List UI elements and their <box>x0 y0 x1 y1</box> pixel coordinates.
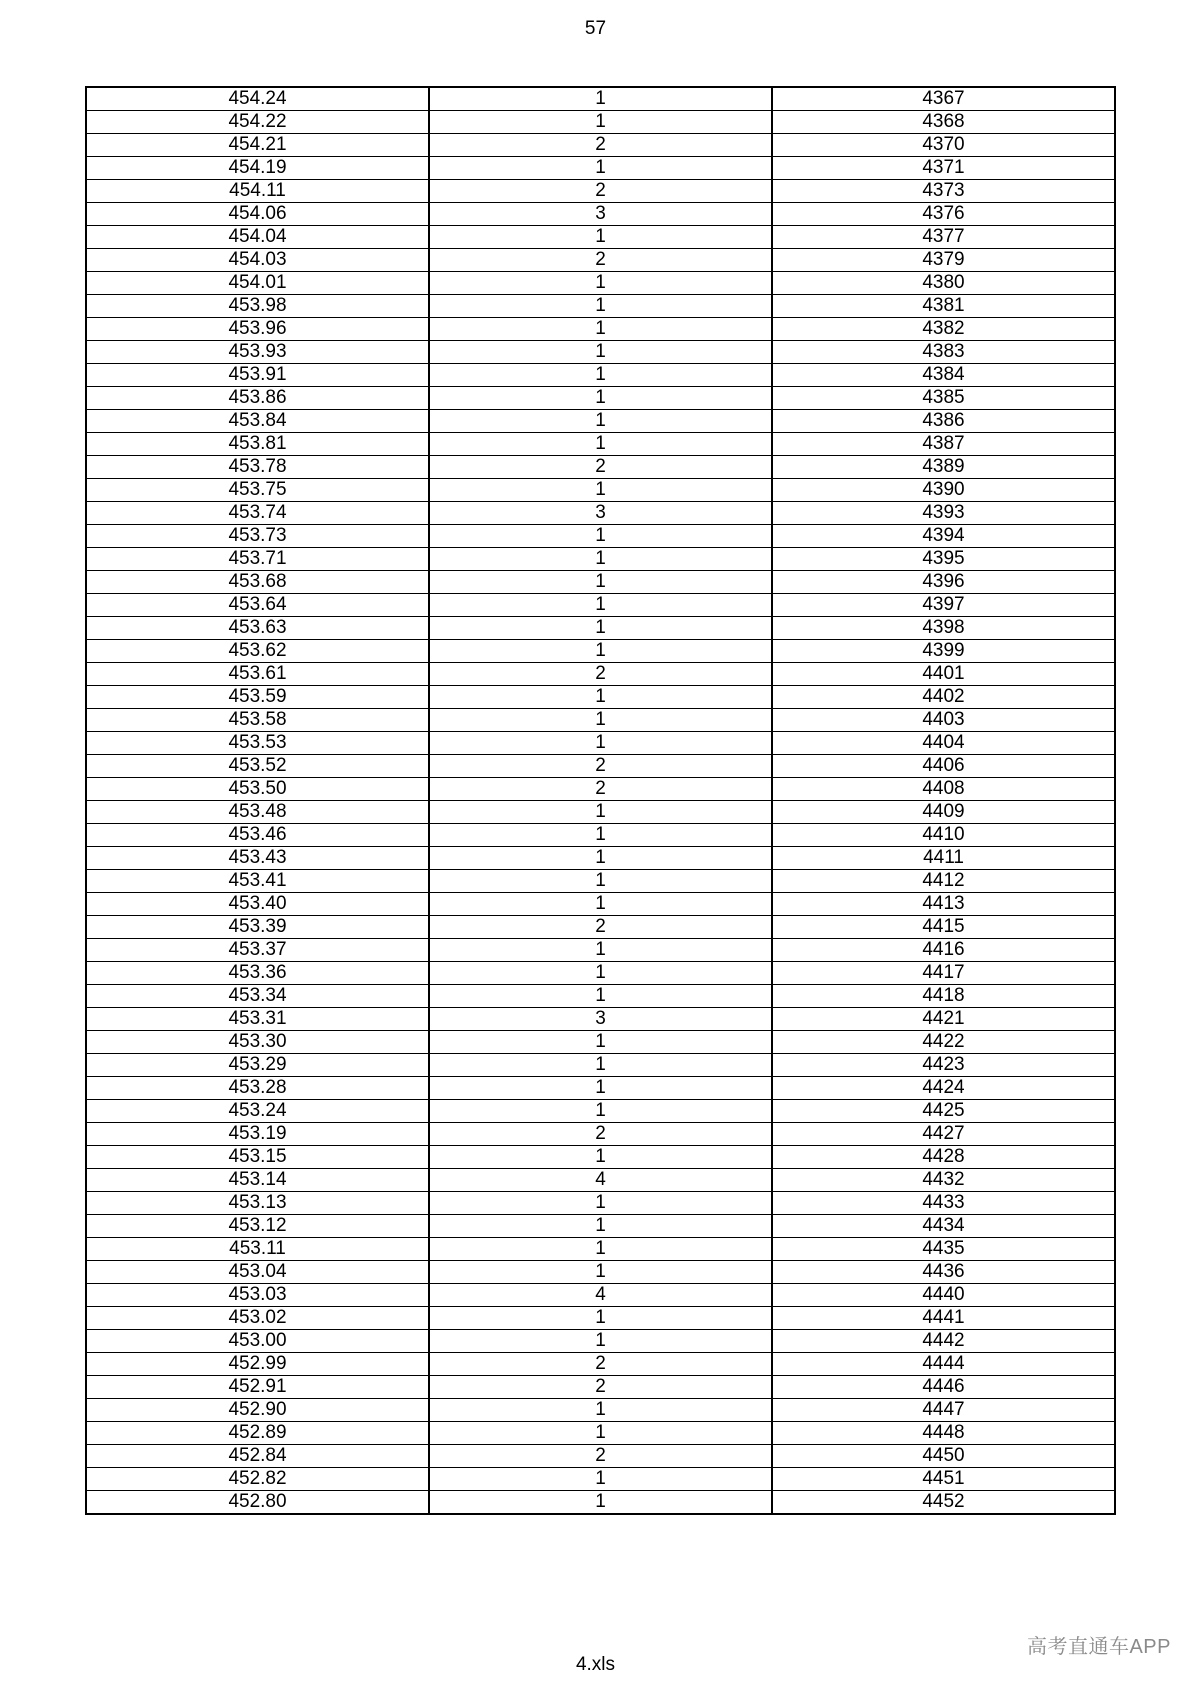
count-cell: 1 <box>429 1491 772 1515</box>
cumulative-cell: 4397 <box>772 594 1115 617</box>
cumulative-cell: 4421 <box>772 1008 1115 1031</box>
cumulative-cell: 4452 <box>772 1491 1115 1515</box>
count-cell: 1 <box>429 1054 772 1077</box>
score-cell: 453.34 <box>86 985 429 1008</box>
table-row <box>86 249 1115 272</box>
score-cell: 453.13 <box>86 1192 429 1215</box>
cumulative-cell: 4393 <box>772 502 1115 525</box>
count-cell: 1 <box>429 962 772 985</box>
cumulative-cell: 4373 <box>772 180 1115 203</box>
table-row <box>86 226 1115 249</box>
score-cell: 452.89 <box>86 1422 429 1445</box>
score-cell: 453.74 <box>86 502 429 525</box>
table-row <box>86 985 1115 1008</box>
score-cell: 453.68 <box>86 571 429 594</box>
score-cell: 454.19 <box>86 157 429 180</box>
score-cell: 454.11 <box>86 180 429 203</box>
score-cell: 454.04 <box>86 226 429 249</box>
table-row <box>86 962 1115 985</box>
count-cell: 1 <box>429 824 772 847</box>
count-cell: 1 <box>429 1146 772 1169</box>
count-cell: 2 <box>429 1353 772 1376</box>
count-cell: 1 <box>429 870 772 893</box>
score-cell: 453.03 <box>86 1284 429 1307</box>
count-cell: 1 <box>429 1192 772 1215</box>
table-row <box>86 1284 1115 1307</box>
count-cell: 2 <box>429 663 772 686</box>
cumulative-cell: 4380 <box>772 272 1115 295</box>
score-table <box>85 86 1116 1515</box>
table-row <box>86 1353 1115 1376</box>
score-cell: 452.82 <box>86 1468 429 1491</box>
cumulative-cell: 4408 <box>772 778 1115 801</box>
score-cell: 454.24 <box>86 87 429 111</box>
score-cell: 453.81 <box>86 433 429 456</box>
count-cell: 1 <box>429 847 772 870</box>
count-cell: 1 <box>429 295 772 318</box>
count-cell: 2 <box>429 1123 772 1146</box>
table-row <box>86 1422 1115 1445</box>
table-row <box>86 1330 1115 1353</box>
table-row <box>86 1215 1115 1238</box>
cumulative-cell: 4386 <box>772 410 1115 433</box>
cumulative-cell: 4383 <box>772 341 1115 364</box>
cumulative-cell: 4379 <box>772 249 1115 272</box>
cumulative-cell: 4406 <box>772 755 1115 778</box>
cumulative-cell: 4436 <box>772 1261 1115 1284</box>
cumulative-cell: 4432 <box>772 1169 1115 1192</box>
score-cell: 453.24 <box>86 1100 429 1123</box>
table-row <box>86 1100 1115 1123</box>
score-cell: 453.78 <box>86 456 429 479</box>
cumulative-cell: 4409 <box>772 801 1115 824</box>
count-cell: 1 <box>429 111 772 134</box>
score-cell: 453.28 <box>86 1077 429 1100</box>
table-row <box>86 1008 1115 1031</box>
count-cell: 1 <box>429 1238 772 1261</box>
count-cell: 1 <box>429 732 772 755</box>
score-cell: 453.64 <box>86 594 429 617</box>
score-cell: 453.04 <box>86 1261 429 1284</box>
score-cell: 453.14 <box>86 1169 429 1192</box>
table-row <box>86 295 1115 318</box>
score-cell: 453.41 <box>86 870 429 893</box>
score-cell: 454.21 <box>86 134 429 157</box>
table-row <box>86 387 1115 410</box>
cumulative-cell: 4395 <box>772 548 1115 571</box>
count-cell: 2 <box>429 916 772 939</box>
count-cell: 1 <box>429 387 772 410</box>
score-cell: 453.48 <box>86 801 429 824</box>
cumulative-cell: 4390 <box>772 479 1115 502</box>
table-row <box>86 433 1115 456</box>
cumulative-cell: 4387 <box>772 433 1115 456</box>
count-cell: 1 <box>429 1468 772 1491</box>
count-cell: 1 <box>429 318 772 341</box>
score-cell: 453.19 <box>86 1123 429 1146</box>
score-cell: 453.40 <box>86 893 429 916</box>
score-cell: 453.93 <box>86 341 429 364</box>
score-cell: 453.46 <box>86 824 429 847</box>
page-number: 57 <box>584 18 607 39</box>
score-cell: 453.61 <box>86 663 429 686</box>
table-row <box>86 1031 1115 1054</box>
table-row <box>86 410 1115 433</box>
cumulative-cell: 4410 <box>772 824 1115 847</box>
count-cell: 1 <box>429 939 772 962</box>
count-cell: 3 <box>429 502 772 525</box>
table-row <box>86 640 1115 663</box>
score-cell: 453.86 <box>86 387 429 410</box>
cumulative-cell: 4444 <box>772 1353 1115 1376</box>
cumulative-cell: 4435 <box>772 1238 1115 1261</box>
cumulative-cell: 4422 <box>772 1031 1115 1054</box>
score-cell: 453.02 <box>86 1307 429 1330</box>
watermark: 高考直通车APP <box>1026 1636 1171 1658</box>
score-cell: 452.90 <box>86 1399 429 1422</box>
cumulative-cell: 4425 <box>772 1100 1115 1123</box>
count-cell: 3 <box>429 203 772 226</box>
score-cell: 453.31 <box>86 1008 429 1031</box>
cumulative-cell: 4399 <box>772 640 1115 663</box>
score-cell: 453.12 <box>86 1215 429 1238</box>
table-row <box>86 1376 1115 1399</box>
table-row <box>86 1261 1115 1284</box>
table-row <box>86 180 1115 203</box>
score-cell: 453.73 <box>86 525 429 548</box>
cumulative-cell: 4423 <box>772 1054 1115 1077</box>
cumulative-cell: 4441 <box>772 1307 1115 1330</box>
cumulative-cell: 4417 <box>772 962 1115 985</box>
table-row <box>86 479 1115 502</box>
table-row <box>86 1077 1115 1100</box>
count-cell: 1 <box>429 1261 772 1284</box>
count-cell: 2 <box>429 1376 772 1399</box>
table-row <box>86 1468 1115 1491</box>
cumulative-cell: 4448 <box>772 1422 1115 1445</box>
count-cell: 1 <box>429 893 772 916</box>
cumulative-cell: 4428 <box>772 1146 1115 1169</box>
count-cell: 1 <box>429 1307 772 1330</box>
table-row <box>86 341 1115 364</box>
table-row <box>86 1399 1115 1422</box>
count-cell: 1 <box>429 1399 772 1422</box>
score-cell: 453.30 <box>86 1031 429 1054</box>
count-cell: 1 <box>429 87 772 111</box>
count-cell: 1 <box>429 594 772 617</box>
count-cell: 1 <box>429 801 772 824</box>
table-row <box>86 203 1115 226</box>
cumulative-cell: 4401 <box>772 663 1115 686</box>
cumulative-cell: 4447 <box>772 1399 1115 1422</box>
cumulative-cell: 4416 <box>772 939 1115 962</box>
score-cell: 452.91 <box>86 1376 429 1399</box>
count-cell: 1 <box>429 433 772 456</box>
count-cell: 1 <box>429 479 772 502</box>
table-row <box>86 502 1115 525</box>
table-row <box>86 617 1115 640</box>
score-cell: 453.29 <box>86 1054 429 1077</box>
score-cell: 453.96 <box>86 318 429 341</box>
cumulative-cell: 4381 <box>772 295 1115 318</box>
count-cell: 2 <box>429 778 772 801</box>
cumulative-cell: 4384 <box>772 364 1115 387</box>
count-cell: 1 <box>429 1100 772 1123</box>
count-cell: 2 <box>429 456 772 479</box>
count-cell: 1 <box>429 686 772 709</box>
count-cell: 1 <box>429 1077 772 1100</box>
table-row <box>86 1491 1115 1515</box>
score-cell: 453.91 <box>86 364 429 387</box>
table-row <box>86 893 1115 916</box>
cumulative-cell: 4434 <box>772 1215 1115 1238</box>
score-cell: 453.11 <box>86 1238 429 1261</box>
score-cell: 453.59 <box>86 686 429 709</box>
cumulative-cell: 4404 <box>772 732 1115 755</box>
score-cell: 453.15 <box>86 1146 429 1169</box>
cumulative-cell: 4368 <box>772 111 1115 134</box>
cumulative-cell: 4412 <box>772 870 1115 893</box>
count-cell: 1 <box>429 410 772 433</box>
table-row <box>86 525 1115 548</box>
table-row <box>86 939 1115 962</box>
score-cell: 453.75 <box>86 479 429 502</box>
score-cell: 453.53 <box>86 732 429 755</box>
cumulative-cell: 4371 <box>772 157 1115 180</box>
table-row <box>86 318 1115 341</box>
table-row <box>86 870 1115 893</box>
score-cell: 454.22 <box>86 111 429 134</box>
table-row <box>86 709 1115 732</box>
table-row <box>86 755 1115 778</box>
cumulative-cell: 4433 <box>772 1192 1115 1215</box>
score-cell: 453.43 <box>86 847 429 870</box>
score-cell: 453.98 <box>86 295 429 318</box>
table-row <box>86 824 1115 847</box>
score-cell: 453.36 <box>86 962 429 985</box>
table-row <box>86 571 1115 594</box>
table-row <box>86 456 1115 479</box>
score-cell: 453.84 <box>86 410 429 433</box>
table-row <box>86 1054 1115 1077</box>
cumulative-cell: 4396 <box>772 571 1115 594</box>
score-cell: 453.37 <box>86 939 429 962</box>
table-row <box>86 1445 1115 1468</box>
score-cell: 452.84 <box>86 1445 429 1468</box>
count-cell: 1 <box>429 985 772 1008</box>
score-cell: 453.71 <box>86 548 429 571</box>
count-cell: 3 <box>429 1008 772 1031</box>
table-row <box>86 134 1115 157</box>
table-row <box>86 1146 1115 1169</box>
table-row <box>86 1123 1115 1146</box>
table-row <box>86 801 1115 824</box>
count-cell: 1 <box>429 226 772 249</box>
table-row <box>86 1192 1115 1215</box>
score-cell: 454.03 <box>86 249 429 272</box>
count-cell: 1 <box>429 571 772 594</box>
cumulative-cell: 4382 <box>772 318 1115 341</box>
cumulative-cell: 4415 <box>772 916 1115 939</box>
count-cell: 4 <box>429 1284 772 1307</box>
cumulative-cell: 4418 <box>772 985 1115 1008</box>
footer-filename: 4.xls <box>575 1654 616 1675</box>
score-cell: 453.63 <box>86 617 429 640</box>
count-cell: 1 <box>429 1330 772 1353</box>
count-cell: 1 <box>429 709 772 732</box>
table-row <box>86 548 1115 571</box>
cumulative-cell: 4394 <box>772 525 1115 548</box>
cumulative-cell: 4370 <box>772 134 1115 157</box>
score-cell: 453.39 <box>86 916 429 939</box>
table-row <box>86 272 1115 295</box>
table-row <box>86 847 1115 870</box>
cumulative-cell: 4367 <box>772 87 1115 111</box>
score-cell: 453.00 <box>86 1330 429 1353</box>
cumulative-cell: 4385 <box>772 387 1115 410</box>
score-cell: 453.62 <box>86 640 429 663</box>
count-cell: 1 <box>429 640 772 663</box>
count-cell: 1 <box>429 272 772 295</box>
table-row <box>86 732 1115 755</box>
count-cell: 1 <box>429 364 772 387</box>
count-cell: 1 <box>429 525 772 548</box>
cumulative-cell: 4446 <box>772 1376 1115 1399</box>
cumulative-cell: 4442 <box>772 1330 1115 1353</box>
cumulative-cell: 4398 <box>772 617 1115 640</box>
cumulative-cell: 4389 <box>772 456 1115 479</box>
cumulative-cell: 4403 <box>772 709 1115 732</box>
cumulative-cell: 4424 <box>772 1077 1115 1100</box>
table-row <box>86 594 1115 617</box>
count-cell: 4 <box>429 1169 772 1192</box>
count-cell: 2 <box>429 134 772 157</box>
table-row <box>86 663 1115 686</box>
count-cell: 2 <box>429 180 772 203</box>
cumulative-cell: 4402 <box>772 686 1115 709</box>
score-cell: 452.80 <box>86 1491 429 1515</box>
table-row <box>86 111 1115 134</box>
score-cell: 453.52 <box>86 755 429 778</box>
score-cell: 453.50 <box>86 778 429 801</box>
count-cell: 2 <box>429 755 772 778</box>
cumulative-cell: 4451 <box>772 1468 1115 1491</box>
count-cell: 1 <box>429 1031 772 1054</box>
table-row <box>86 1238 1115 1261</box>
count-cell: 1 <box>429 1215 772 1238</box>
count-cell: 1 <box>429 1422 772 1445</box>
count-cell: 2 <box>429 1445 772 1468</box>
count-cell: 1 <box>429 157 772 180</box>
count-cell: 1 <box>429 548 772 571</box>
cumulative-cell: 4440 <box>772 1284 1115 1307</box>
cumulative-cell: 4377 <box>772 226 1115 249</box>
cumulative-cell: 4411 <box>772 847 1115 870</box>
table-row <box>86 686 1115 709</box>
table-row <box>86 87 1115 111</box>
cumulative-cell: 4427 <box>772 1123 1115 1146</box>
table-row <box>86 364 1115 387</box>
score-cell: 454.01 <box>86 272 429 295</box>
count-cell: 1 <box>429 617 772 640</box>
cumulative-cell: 4413 <box>772 893 1115 916</box>
score-cell: 452.99 <box>86 1353 429 1376</box>
table-row <box>86 157 1115 180</box>
table-row <box>86 916 1115 939</box>
count-cell: 1 <box>429 341 772 364</box>
count-cell: 2 <box>429 249 772 272</box>
table-body <box>86 87 1115 1514</box>
cumulative-cell: 4376 <box>772 203 1115 226</box>
score-cell: 454.06 <box>86 203 429 226</box>
table-row <box>86 778 1115 801</box>
cumulative-cell: 4450 <box>772 1445 1115 1468</box>
table-row <box>86 1307 1115 1330</box>
score-cell: 453.58 <box>86 709 429 732</box>
table-row <box>86 1169 1115 1192</box>
